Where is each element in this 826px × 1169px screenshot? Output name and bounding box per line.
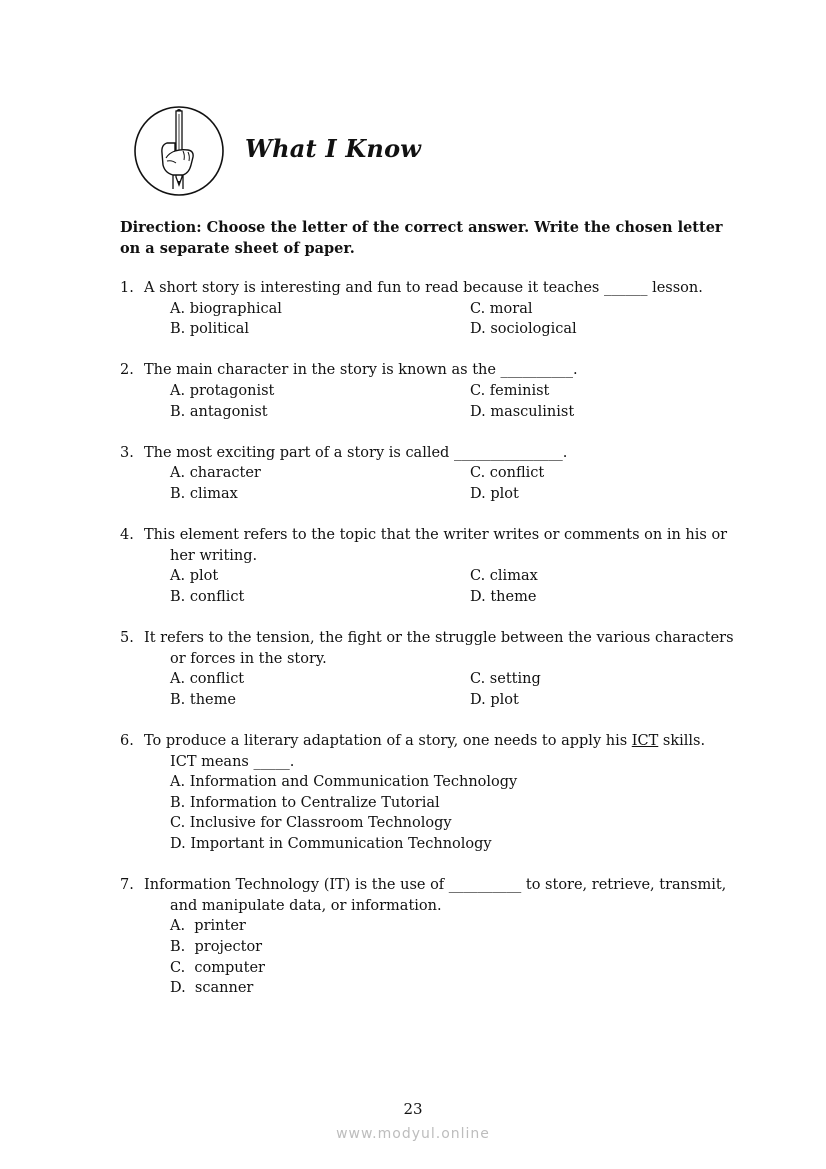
question-text-end: skills. xyxy=(658,733,706,750)
option-b: B. theme xyxy=(170,691,236,708)
question-text: This element refers to the topic that the writer writes or comments on in his or xyxy=(144,527,728,544)
option-b: B. climax xyxy=(170,485,238,502)
option-d: D. sociological xyxy=(470,321,577,338)
option-a: A. plot xyxy=(170,568,219,585)
option-c: C. moral xyxy=(470,300,533,317)
question-text: The main character in the story is known as the __________. xyxy=(144,362,578,379)
ict-abbreviation: ICT xyxy=(631,733,659,750)
option-c: C. computer xyxy=(170,959,265,976)
question-text-continued: ICT means _____. xyxy=(170,753,295,770)
direction-line: on a separate sheet of paper. xyxy=(120,240,355,257)
question-number: 4. xyxy=(120,527,134,544)
question-text: Information Technology (IT) is the use of __________ to store, retrieve, transmit, xyxy=(144,877,727,894)
question-5 xyxy=(120,628,740,710)
option-d: D. masculinist xyxy=(470,403,575,420)
question-text-continued: or forces in the story. xyxy=(170,650,327,667)
question-text: To produce a literary adaptation of a story, one needs to apply his xyxy=(144,733,632,750)
question-2 xyxy=(120,360,740,422)
option-d: D. plot xyxy=(470,485,519,502)
question-number: 6. xyxy=(120,733,134,750)
question-number: 7. xyxy=(120,877,134,894)
page-number: 23 xyxy=(403,1100,423,1118)
question-text: A short story is interesting and fun to read because it teaches ______ lesson. xyxy=(144,280,703,296)
option-c: C. climax xyxy=(470,568,538,585)
question-text: The most exciting part of a story is called _______________. xyxy=(144,444,568,461)
hand-holding-pencil-icon xyxy=(133,105,225,197)
option-b: B. conflict xyxy=(170,588,245,605)
option-a: A. character xyxy=(170,465,261,482)
question-number: 2. xyxy=(120,362,134,379)
option-b: B. political xyxy=(170,321,250,338)
question-text: It refers to the tension, the fight or the struggle between the various characters xyxy=(144,630,734,647)
direction-line: Direction: Choose the letter of the correct answer. Write the chosen letter xyxy=(120,219,723,236)
option-d: D. plot xyxy=(470,691,519,708)
option-a: A. biographical xyxy=(170,300,282,317)
question-1 xyxy=(120,278,740,340)
option-b: B. projector xyxy=(170,939,263,955)
question-4 xyxy=(120,525,740,607)
question-text-continued: her writing. xyxy=(170,547,258,564)
option-d: D. Important in Communication Technology xyxy=(170,836,492,853)
option-d: D. theme xyxy=(470,588,537,605)
question-7 xyxy=(120,875,740,999)
question-list xyxy=(120,278,740,1019)
option-a: A. printer xyxy=(170,918,246,935)
section-title: What I Know xyxy=(245,134,422,163)
option-c: C. feminist xyxy=(470,382,550,399)
question-number: 1. xyxy=(120,280,134,296)
question-number: 3. xyxy=(120,444,134,461)
option-a: A. conflict xyxy=(170,671,245,688)
option-d: D. scanner xyxy=(170,980,254,997)
option-b: B. antagonist xyxy=(170,403,268,420)
question-text-continued: and manipulate data, or information. xyxy=(170,897,442,914)
question-6 xyxy=(120,731,740,855)
watermark: www.modyul.online xyxy=(336,1126,490,1142)
option-c: C. Inclusive for Classroom Technology xyxy=(170,815,452,832)
option-a: A. Information and Communication Technology xyxy=(170,774,518,791)
option-c: C. setting xyxy=(470,671,541,688)
direction-text xyxy=(120,217,740,259)
option-c: C. conflict xyxy=(470,465,545,482)
question-number: 5. xyxy=(120,630,134,647)
option-b: B. Information to Centralize Tutorial xyxy=(170,794,440,811)
option-a: A. protagonist xyxy=(170,382,275,399)
question-3 xyxy=(120,443,740,505)
